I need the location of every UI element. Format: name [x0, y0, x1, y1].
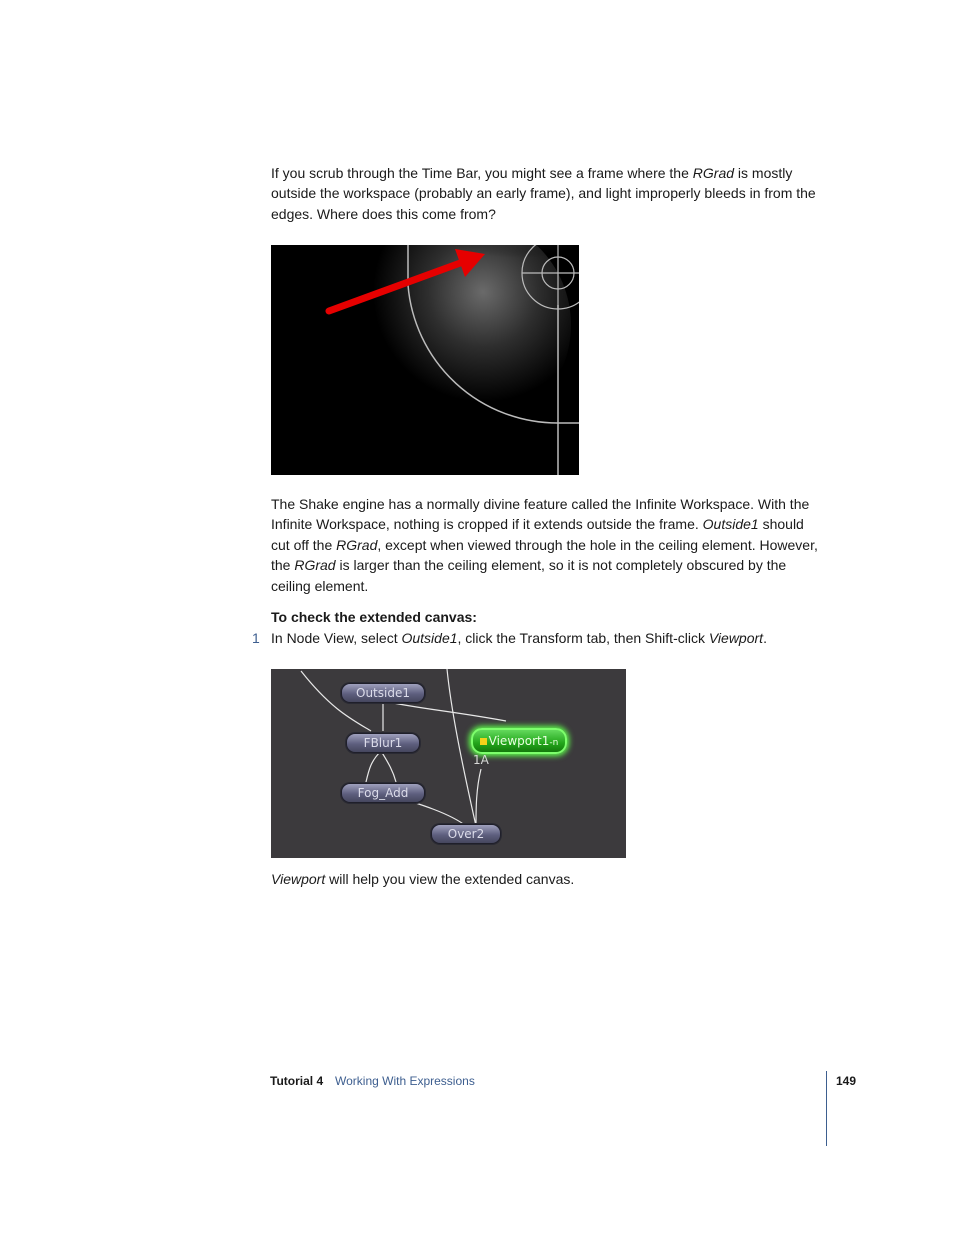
footer-chapter-title: Working With Expressions [335, 1074, 475, 1088]
text-run: . [763, 630, 767, 646]
intro-paragraph [271, 163, 823, 224]
text-run: will help you view the extended canvas. [325, 871, 575, 887]
node-viewport1[interactable] [471, 728, 567, 754]
viewport-flag-icon [480, 738, 487, 745]
rgrad-term: RGrad [692, 165, 735, 181]
node-label: FBlur1 [363, 736, 403, 750]
node-fog-add[interactable] [341, 783, 425, 803]
rgrad-term: RGrad [294, 557, 336, 574]
text-run: In Node View, select [271, 630, 402, 646]
infinite-workspace-paragraph [271, 494, 823, 596]
viewport-view-label: 1A [473, 753, 489, 767]
viewport-term: Viewport [271, 871, 326, 887]
text-run: should cut off the [271, 516, 804, 553]
viewport-term: Viewport [708, 630, 764, 646]
outside-term: Outside1 [702, 516, 759, 533]
text-run: If you scrub through the Time Bar, you might see a frame where the [271, 165, 693, 181]
figure-caption [271, 869, 574, 889]
outside-term: Outside1 [401, 630, 458, 646]
footer-divider [826, 1071, 827, 1146]
text-run: is mostly outside the workspace (probably an early frame), and light improperly bleeds in from the edges. Where does this come from? [271, 165, 816, 222]
footer-tutorial: Tutorial 4 [270, 1074, 324, 1088]
page-number: 149 [836, 1074, 857, 1088]
viewer-image [271, 245, 579, 475]
procedure-heading: To check the extended canvas: [271, 609, 477, 625]
node-over2[interactable] [431, 824, 501, 844]
node-label: Fog_Add [357, 786, 409, 800]
node-suffix: -n [549, 738, 559, 748]
node-view-screenshot [271, 669, 626, 858]
node-outside1[interactable] [341, 683, 425, 703]
text-run: The Shake engine has a normally divine feature called the Infinite Workspace. With the Infinite Workspace, nothing is cropped if it extends outside the frame. [271, 496, 810, 533]
node-label: Viewport1 [488, 734, 550, 748]
node-label: Outside1 [356, 686, 410, 700]
rgrad-term: RGrad [336, 536, 378, 553]
text-run: , click the Transform tab, then Shift-click [457, 630, 709, 646]
step-number: 1 [252, 630, 260, 646]
viewer-screenshot [271, 245, 579, 475]
step-text [271, 628, 831, 648]
text-run: , except when viewed through the hole in the ceiling element. However, the [271, 536, 818, 574]
node-label: Over2 [447, 827, 485, 841]
node-fblur1[interactable] [346, 733, 420, 753]
text-run: is larger than the ceiling element, so it is not completely obscured by the ceiling element. [271, 557, 787, 594]
